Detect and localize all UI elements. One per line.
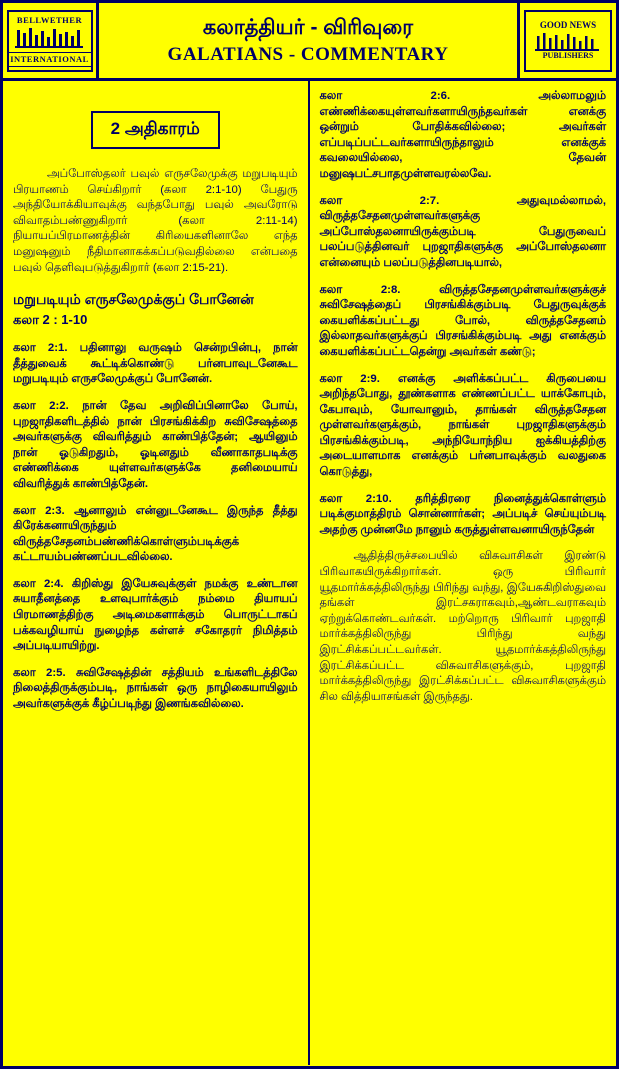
document-header: [3, 3, 616, 81]
verse-paragraph: கலா 2:4. கிறிஸ்து இயேசுவுக்குள் நமக்கு உண்டான சுயாதீனத்தை உளவுபார்க்கும் நம்மை தியாயப் பிரமாணத்திற்கு அடிமைகளாக்கும் பொருட்டாகப் பக்கவழியாய் நுழைந்த கள்ளச் சகோதரர் நிமித்தம் அப்படியாயிற்று.: [13, 577, 298, 653]
publisher-name-line2: PUBLISHERS: [542, 51, 594, 60]
content-columns: [3, 81, 616, 1065]
bellwether-logo-frame: [7, 10, 93, 72]
verse-paragraph: கலா 2:8. விருத்தசேதனமுள்ளவர்களுக்குச் சுவிசேஷத்தைப் பிரசங்கிக்கும்படி பேதுருவுக்குக் கையளிக்கப்பட்டது போல், விருத்தசேதனம் இல்லாதவர்களுக்குப் பிரசங்கிக்கும்படி அது எனக்கும் கையளிக்கப்பட்டதென்று அவர்கள் கண்டு;: [319, 283, 606, 358]
verse-paragraph: கலா 2:1. பதினாலு வருஷம் சென்றபின்பு, நான் தீத்துவைக் கூட்டிக்கொண்டு பர்னபாவுடனேகூட மறுபடியும் எருசலேமுக்குப் போனேன்.: [13, 342, 298, 386]
verse-paragraph: கலா 2:10. தரித்திரரை நினைத்துக்கொள்ளும் படிக்குமாத்திரம் சொன்னார்கள்; அப்படிச் செய்யும்படி அதற்கு முன்னமே நானும் கருத்துள்ளவனாயிருந்தேன்: [319, 492, 606, 536]
title-english: GALATIANS - COMMENTARY: [167, 43, 449, 65]
right-column: [310, 81, 617, 1065]
bellwether-name-line2: INTERNATIONAL: [9, 52, 91, 67]
verse-paragraph: கலா 2:2. நான் தேவ அறிவிப்பினாலே போய், புறஜாதிகளிடத்தில் நான் பிரசங்கிக்கிற சுவிசேஷத்தை அவர்களுக்கு விவரித்தும் காண்பித்தேன்; ஆயினும் நான் ஓடுகிறதும், ஓடினதும் வீணாகாதபடிக்கு எண்ணிக்கை யுள்ளவர்களுக்கே தனிமையாய் விவரித்துக் காண்பித்தேன்.: [13, 399, 298, 490]
publisher-logo-frame: [524, 10, 612, 72]
page-title: [99, 3, 520, 78]
bellwether-emblem: [13, 26, 87, 50]
publisher-name-line1: GOOD NEWS: [539, 20, 597, 30]
chapter-badge-wrap: [13, 89, 298, 167]
verse-paragraph: கலா 2:7. அதுவுமல்லாமல், விருத்தசேதனமுள்ளவர்களுக்கு அப்போஸ்தலனாயிருக்கும்படி பேதுருவைப் பலப்படுத்தினவர் புறஜாதிகளுக்கு அப்போஸ்தலனா என்னையும் பலப்படுத்தினபடியால்,: [319, 194, 606, 269]
section-reference: கலா 2 : 1-10: [13, 312, 88, 328]
bellwether-name-line1: BELLWETHER: [16, 14, 83, 25]
verse-paragraph: கலா 2:5. சுவிசேஷத்தின் சத்தியம் உங்களிடத்திலே நிலைத்திருக்கும்படி, நாங்கள் ஒரு நாழிகையாயிலும் அவர்களுக்குக் கீழ்ப்படிந்து இணங்கவில்லை.: [13, 666, 298, 711]
section-heading: மறுபடியும் எருசலேமுக்குப் போனேன்: [13, 291, 254, 308]
verse-paragraph: கலா 2:6. அல்லாமலும் எண்ணிக்கையுள்ளவர்களாயிருந்தவர்கள் எனக்கு ஒன்றும் போதிக்கவில்லை; அவர்கள் எப்படிப்பட்டவர்களாயிருந்தாலும் எனக்குக் கவலையில்லை, தேவன் மனுஷபட்சபாதமுள்ளவரல்லவே.: [319, 90, 606, 180]
publisher-logo: [520, 3, 616, 78]
chapter-badge: 2 அதிகாரம்: [91, 111, 220, 149]
commentary-paragraph: ஆதித்திருச்சபையில் விசுவாசிகள் இரண்டு பிரிவாகயிருக்கிறார்கள். ஒரு பிரிவார் யூதமார்க்கத்திலிருந்து பிரிந்து வந்து, இயேசுகிறிஸ்துவை தங்கள் இரட்சகராகவும்,ஆண்டவராகவும் ஏற்றுக்கொண்டவர்கள். மற்றொரு பிரிவார் புறஜாதி மார்க்கத்திலிருந்து பிரிந்து வந்து இரட்சிக்கப்பட்டவர்கள். யூதமார்க்கத்திலிருந்து இரட்சிக்கப்பட்ட விசுவாசிகளுக்கும், புறஜாதி மார்க்கத்திலிருந்து இரட்சிக்கப்பட்ட விசுவாசிகளுக்கும் சில வித்தியாசங்கள் இருந்தது.: [319, 550, 606, 703]
intro-paragraph: அப்போஸ்தலர் பவுல் எருசலேமுக்கு மறுபடியும் பிரயாணம் செய்கிறார் (கலா 2:1-10) பேதுரு அந்தியோக்கியாவுக்கு வந்தபோது பவுல் அவரோடு விவாதம்பண்ணுகிறார் (கலா 2:11-14) நியாயப்பிரமாணத்தின் கிரியைகளினாலே எந்த மனுஷனும் நீதிமானாகக்கப்படுவதில்லை என்பதை பவுல் தெளிவுபடுத்துகிறார் (கலா 2:15-21).: [13, 168, 298, 274]
bellwether-logo: [3, 3, 99, 78]
left-column: [3, 81, 310, 1065]
title-tamil: கலாத்தியர் - விரிவுரை: [202, 15, 414, 39]
verse-paragraph: கலா 2:3. ஆனாலும் என்னுடனேகூட இருந்த தீத்து கிரேக்கனாயிருந்தும் விருத்தசேதனம்பண்ணிக்கொள்ளும்படிக்குக் கட்டாயம்பண்ணப்படவில்லை.: [13, 504, 298, 564]
verse-paragraph: கலா 2:9. எனக்கு அளிக்கப்பட்ட கிருபையை அறிந்தபோது, தூண்களாக எண்ணப்பட்ட யாக்கோபும், கேபாவும், யோவானும், தாங்கள் விருத்தசேதன முள்ளவர்களுக்கும், நாங்கள் புறஜாதிகளுக்கும் பிரசங்கிக்கும்படி, அந்நியோந்நிய ஐக்கியத்திற்கு அடையாளமாக எனக்கும் பர்னபாவுக்கும் வலதுகை கொடுத்து,: [319, 372, 606, 479]
good-news-emblem: [533, 31, 603, 51]
